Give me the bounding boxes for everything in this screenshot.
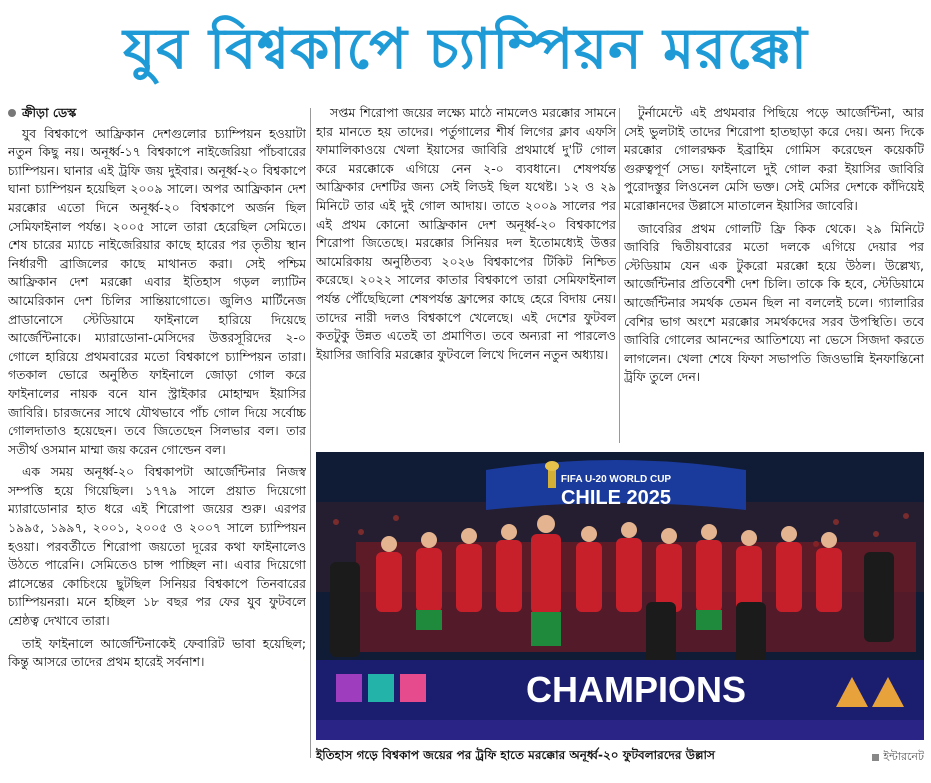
column-divider (310, 108, 311, 758)
article-column-2 (316, 104, 616, 444)
photo-source-text: ইন্টারনেট (883, 749, 924, 763)
paragraph: টুর্নামেন্টে এই প্রথমবার পিছিয়ে পড়ে আর্জেন্টিনা, আর সেই ভুলটাই তাদের শিরোপা হাতছাড়া করে দেয়। অন্য দিকে মরক্কোর গোলরক্ষক ইব্রাহিম গোমিস করেছেন কয়েকটি গুরুত্বপূর্ণ সেভ। ফাইনালে দুই গোল করা ইয়াসির জাবিরি পুরোদস্তুর লিওনেল মেসি ভক্ত। সেই মেসির দেশকে কাঁদিয়েই মরোক্কানদের উল্লাসে মাতালেন ইয়াসির জাবেরি। (624, 105, 924, 213)
photo-source (872, 748, 924, 767)
champions-text: CHAMPIONS (525, 669, 747, 710)
paragraph: যুব বিশ্বকাপে আফ্রিকান দেশগুলোর চ্যাম্পিয়ন হওয়াটা নতুন কিছু নয়। অনূর্ধ্ব-১৭ বিশ্বকাপে নাইজেরিয়া পাঁচবারের চ্যাম্পিয়ন। ঘানার এই ট্রফি জয় দুইবার। অনূর্ধ্ব-২০ বিশ্বকাপে ঘানা চ্যাম্পিয়ন হয়েছিল ২০০৯ সালে। অপর আফ্রিকান দেশ মরক্কোর এতো দিনে অনূর্ধ্ব-২০ বিশ্বকাপে অর্জন ছিল সেমিফাইনাল পর্যন্ত। ২০০৫ সালে তারা হেরেছিল সেমিতে। শেষ চারের ম্যাচে নাইজেরিয়ার কাছে হারের পর তৃতীয় স্থান নির্ধারণী ব্রাজিলের কাছে মাথানত করা। সেই পশ্চিম আফ্রিকান দেশ মরক্কো এবার ইতিহাস গড়ল ল্যাটিন আমেরিকান দেশ চিলির সান্তিয়াগোতে। জুলিও মার্টিনেজ প্রাডানোসে স্টেডিয়ামে ফাইনালে হারিয়ে দিয়েছে আর্জেন্টিনাকে। ম্যারাডোনা-মেসিদের উত্তরসূরিদের ২-০ গোলে হারিয়ে প্রথমবারের মতো বিশ্বকাপে চ্যাম্পিয়ন তারা। গতকাল ভোরে অনুষ্ঠিত ফাইনালে জোড়া গোল করে ফাইনালের নায়ক বনে যান স্ট্রাইকার মোহাম্মদ ইয়াসির জাবিরি। চারজনের সাথে যৌথভাবে পাঁচ গোল দিয়ে সর্বোচ্চ গোলদাতাও হয়েছেন। তবে জিতেছেন সিলভার বল। তার সতীর্থ ওসমান মাম্মা জয় করেন গোল্ডেন বল। (8, 125, 306, 457)
photo-illustration (316, 452, 924, 740)
article-column-1 (8, 104, 306, 759)
paragraph: জাবেরির প্রথম গোলটি ফ্রি কিক থেকে। ২৯ মিনিটে জাবিরি দ্বিতীয়বারের মতো দলকে এগিয়ে দেয়ার পর স্টেডিয়াম যেন এক টুকরো মরক্কো হয়ে উঠল। উল্লেখ্য, আর্জেন্টিনার প্রতিবেশী দেশ চিলি। তাকে কি হবে, স্টেডিয়ামে আর্জেন্টিনার সমর্থক তেমন ছিল না বললেই চলে। গ্যালারির বেশির ভাগ অংশে মরক্কোর সমর্থকদের সরব উপস্থিতি। তবে জাবিরি গোলের আনন্দের আতিশয্যে না ভেসে সিজদা করতে লাগলেন। খেলা শেষে ফিফা সভাপতি জিওভান্নি ইনফান্তিনো ট্রফি তুলে দেন। (624, 220, 924, 385)
paragraph: এক সময় অনূর্ধ্ব-২০ বিশ্বকাপটা আর্জেন্টিনার নিজস্ব সম্পত্তি হয়ে গিয়েছিল। ১৭৭৯ সালে প্রয়াত দিয়েগো ম্যারাডোনার হাত ধরে এই শিরোপা জয়ের শুরু। এরপর ১৯৯৫, ১৯৯৭, ২০০১, ২০০৫ ও ২০০৭ সালে চ্যাম্পিয়ন হওয়া। পরবর্তীতে শিরোপা জয়তো দূরের কথা ফাইনালেও উঠতে পারেনি। সেমিতেও চান্স পাচ্ছিল না। এবার দিয়েগো প্লাসেন্তের কোচিংয়ে ছুটছিল সিনিয়র বিশ্বকাপে তিনবারের চ্যাম্পিয়নরা। মনে হচ্ছিল ১৮ বছর পর ফের যুব ফুটবলে শ্রেষ্ঠত্ব দেখাবে তারা। (8, 464, 306, 629)
byline-text: ক্রীড়া ডেস্ক (22, 105, 77, 120)
column-divider (619, 108, 620, 443)
article-column-3 (624, 104, 924, 444)
paragraph: তাই ফাইনালে আর্জেন্টিনাকেই ফেবারিট ভাবা হয়েছিল; কিন্তু আসরে তাদের প্রথম হারেই সর্বনাশ। (8, 635, 306, 670)
headline: যুব বিশ্বকাপে চ্যাম্পিয়ন মরক্কো (123, 17, 808, 82)
square-icon (872, 754, 879, 761)
banner-top-text: FIFA U-20 WORLD CUP (560, 474, 672, 485)
caption-text: ইতিহাস গড়ে বিশ্বকাপ জয়ের পর ট্রফি হাতে মরক্কোর অনূর্ধ্ব-২০ ফুটবলারদের উল্লাস (316, 748, 715, 762)
bullet-icon (8, 109, 16, 117)
banner-event-text: CHILE 2025 (560, 487, 672, 509)
byline (8, 104, 306, 123)
paragraph: সপ্তম শিরোপা জয়ের লক্ষ্যে মাঠে নামলেও মরক্কোর সামনে হার মানতে হয় তাদের। পর্তুগালের শীর্ষ লিগের ক্লাব এফসি ফামালিকাওয়ে খেলা ইয়াসের জাবিরি প্রথমার্ধে দু'টি গোল করে মরক্কোকে এগিয়ে নেন ২-০ ব্যবধানে। শেষপর্যন্ত আফ্রিকার দেশটির জন্য সেই লিডই ছিল যথেষ্ট। ১২ ও ২৯ মিনিটে তার এই দুই গোল আদায়। তাতে ২০০৯ সালের পর এই প্রথম কোনো আফ্রিকান দেশ অনূর্ধ্ব-২০ বিশ্বকাপের শিরোপা জিতেছে। মরক্কোর সিনিয়র দল ইতোমধ্যেই উত্তর আমেরিকায় অনুষ্ঠিতব্য ২০২৬ বিশ্বকাপের টিকিট নিশ্চিত করেছে। ২০২২ সালের কাতার বিশ্বকাপে তারা সেমিফাইনাল পর্যন্ত পৌঁছেছিলো শেষপর্যন্ত ফ্রান্সের কাছে হেরে বিদায় নেয়। তাদের নারী দলও বিশ্বকাপে খেলেছে। এই দেশের ফুটবল কতটুকু উন্নত এতেই তা প্রমাণিত। তবে অন্যরা না পারলেও ইয়াসির জাবিরি মরক্কোর ফুটবলে লিখে দিলেন নতুন অধ্যায়। (316, 105, 616, 362)
celebration-photo (316, 452, 924, 740)
photo-caption (316, 742, 924, 772)
